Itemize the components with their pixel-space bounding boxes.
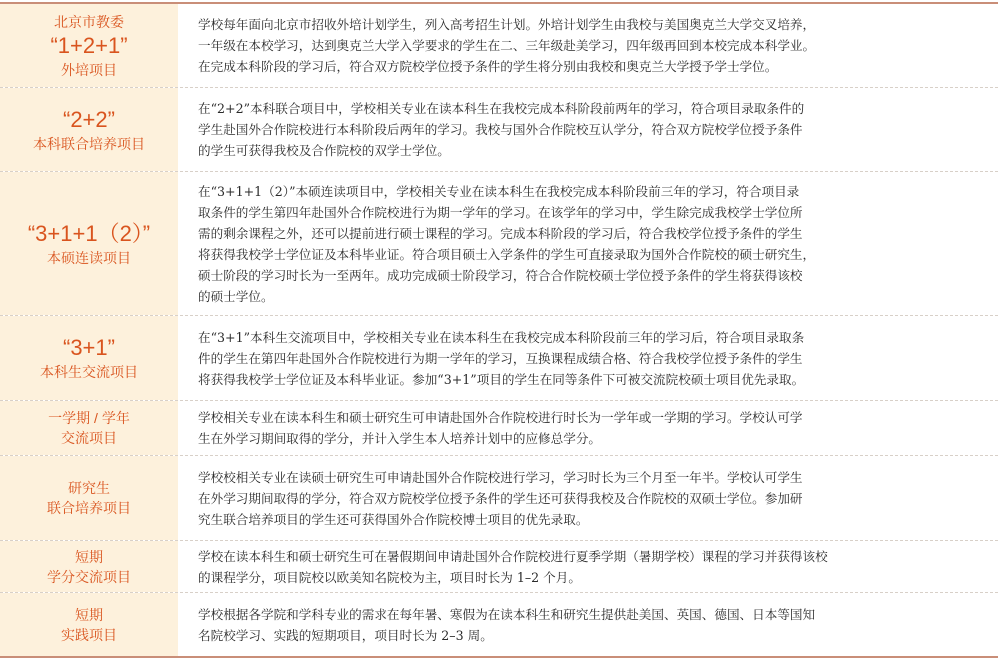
- program-name-text: 实践项目: [61, 626, 117, 643]
- program-name-text: 短期: [75, 606, 103, 623]
- description-line: 学校在读本科生和硕士研究生可在暑假期间申请赴国外合作院校进行夏季学期（暑期学校）课程的学习并获得该校: [198, 548, 828, 564]
- program-row: [0, 541, 998, 593]
- program-description: [178, 541, 998, 592]
- programs-table: [0, 2, 998, 658]
- description-line: 的硕士学位。: [198, 288, 274, 304]
- program-name-text: 本科生交流项目: [40, 364, 138, 380]
- description-line: 将获得我校学士学位证及本科毕业证。符合项目硕士入学条件的学生可直接录取为国外合作院校的硕士研究生，: [198, 246, 816, 262]
- program-description: [178, 401, 998, 455]
- program-name-text: 研究生: [68, 480, 110, 496]
- program-name-text: 联合培养项目: [47, 500, 131, 516]
- program-description: [178, 88, 998, 171]
- description-line: 在“2+2”本科联合项目中，学校相关专业在读本科生在我校完成本科阶段前两年的学习，符合项目录取条件的: [198, 101, 805, 116]
- description-line: 的课程学分，项目院校以欧美知名院校为主，项目时长为 1–2 个月。: [198, 569, 581, 585]
- description-line: 学校校相关专业在读硕士研究生可申请赴国外合作院校进行学习，学习时长为三个月至一年半。学校认可学生: [198, 469, 803, 485]
- description-line: 硕士阶段的学习时长为一至两年。成功完成硕士阶段学习，符合合作院校硕士学位授予条件的学生将获得该校: [198, 267, 803, 283]
- program-name-text: 交流项目: [61, 430, 117, 446]
- description-line: 件的学生在第四年赴国外合作院校进行为期一学年的学习，互换课程成绩合格、符合我校学位授予条件的学生: [198, 350, 803, 366]
- program-row: [0, 172, 998, 316]
- program-name-text: 短期: [75, 548, 103, 565]
- program-name-text: “3+1”: [63, 335, 115, 360]
- description-line: 究生联合培养项目的学生还可获得国外合作院校博士项目的优先录取。: [198, 511, 589, 527]
- program-row: [0, 88, 998, 172]
- program-row: [0, 593, 998, 656]
- description-line: 在外学习期间取得的学分，符合双方院校学位授予条件的学生还可获得我校及合作院校的双硕士学位。参加研: [198, 490, 803, 506]
- program-name-cell: [0, 593, 178, 656]
- description-line: 在“3+1”本科生交流项目中，学校相关专业在读本科生在我校完成本科阶段前三年的学习后，符合项目录取条: [198, 329, 805, 345]
- description-line: 需的剩余课程之外，还可以提前进行硕士课程的学习。完成本科阶段的学习后，符合我校学位授予条件的学生: [198, 225, 803, 241]
- program-name-text: 外培项目: [61, 61, 117, 78]
- description-line: 在“3+1+1（2）”本硕连读项目中，学校相关专业在读本科生在我校完成本科阶段前三年的学习，符合项目录: [198, 183, 800, 199]
- program-row: [0, 456, 998, 541]
- program-name-cell: [0, 88, 178, 171]
- program-name-text: 本硕连读项目: [47, 249, 131, 266]
- description-line: 学生赴国外合作院校进行本科阶段后两年的学习。我校与国外合作院校互认学分，符合双方院校学位授予条件: [198, 122, 803, 137]
- program-name-text: 学分交流项目: [47, 568, 131, 585]
- description-line: 学校每年面向北京市招收外培计划学生，列入高考招生计划。外培计划学生由我校与美国奥克兰大学交叉培养，: [198, 17, 816, 32]
- program-name-cell: [0, 401, 178, 455]
- description-line: 一年级在本校学习，达到奥克兰大学入学要求的学生在二、三年级赴美学习，四年级再回到本校完成本科学业。: [198, 38, 816, 53]
- description-line: 生在外学习期间取得的学分，并计入学生本人培养计划中的应修总学分。: [198, 431, 601, 446]
- program-name-text: “3+1+1（2）”: [27, 220, 151, 246]
- description-line: 取条件的学生第四年赴国外合作院校进行为期一学年的学习。在该学年的学习中，学生除完成我校学士学位所: [198, 204, 803, 220]
- program-name-cell: [0, 172, 178, 315]
- program-row: [0, 4, 998, 88]
- program-description: [178, 593, 998, 656]
- program-name-text: “1+2+1”: [50, 32, 128, 58]
- program-description: [178, 172, 998, 315]
- program-description: [178, 4, 998, 87]
- description-line: 将获得我校学士学位证及本科毕业证。参加“3+1”项目的学生在同等条件下可被交流院校硕士项目优先录取。: [198, 371, 805, 387]
- program-name-cell: [0, 316, 178, 400]
- program-name-cell: [0, 4, 178, 87]
- program-name-cell: [0, 541, 178, 592]
- program-name-text: “2+2”: [63, 106, 115, 132]
- description-line: 名院校学习、实践的短期项目，项目时长为 2–3 周。: [198, 627, 493, 643]
- description-line: 学校相关专业在读本科生和硕士研究生可申请赴国外合作院校进行时长为一学年或一学期的学习。学校认可学: [198, 410, 803, 425]
- program-description: [178, 316, 998, 400]
- program-row: [0, 401, 998, 456]
- program-description: [178, 456, 998, 540]
- program-name-text: 北京市教委: [54, 13, 124, 30]
- program-name-text: 一学期 / 学年: [48, 410, 130, 426]
- program-name-cell: [0, 456, 178, 540]
- program-name-text: 本科联合培养项目: [33, 135, 145, 152]
- description-line: 的学生可获得我校及合作院校的双学士学位。: [198, 143, 450, 158]
- program-row: [0, 316, 998, 401]
- description-line: 学校根据各学院和学科专业的需求在每年暑、寒假为在读本科生和研究生提供赴美国、英国、德国、日本等国知: [198, 606, 816, 622]
- description-line: 在完成本科阶段的学习后，符合双方院校学位授予条件的学生将分别由我校和奥克兰大学授予学士学位。: [198, 59, 778, 74]
